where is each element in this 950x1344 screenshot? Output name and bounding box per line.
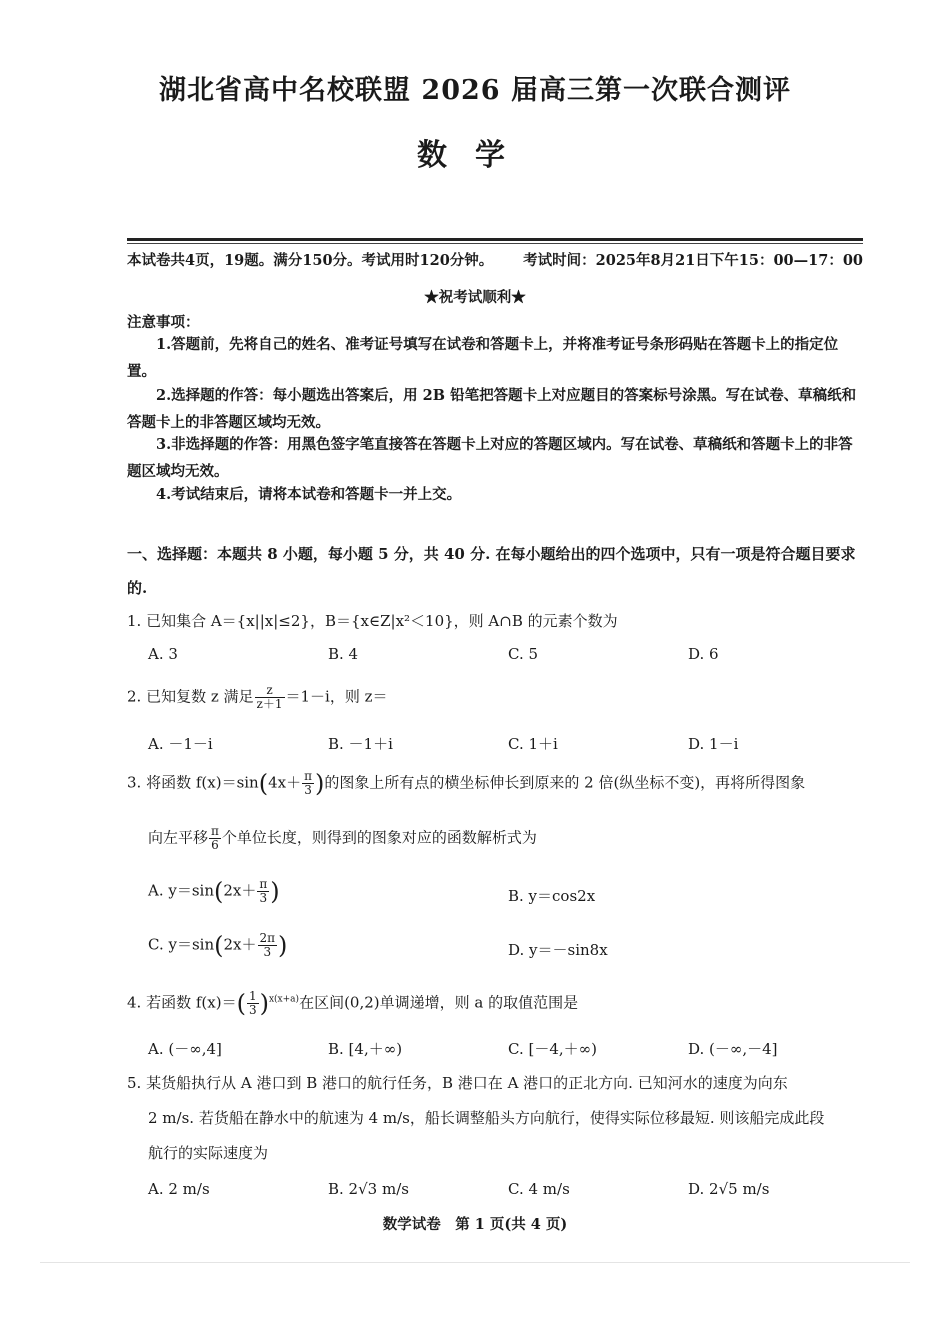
q3-option-a: A. y＝sin(2x＋ $\frac{\pi}{3}$ ) [148,877,280,906]
q3-stem-inner: 4x＋ [268,773,302,792]
q2-stem-pre: 2. 已知复数 z 满足 [127,687,254,706]
question-3-stem: 3. 将函数 f(x)＝sin(4x＋ $\frac{\pi}{3}$ )的图象上所有点的横坐标伸长到原来的 2 倍(纵坐标不变)，再将所得图象 [127,769,806,798]
header-divider-thin [127,243,863,244]
notice-heading: 注意事项： [127,314,200,331]
q3-fraction [302,770,314,797]
q3-option-b: B. y＝cos2x [508,887,596,905]
q4-base-fraction [247,990,259,1017]
q2-option-a: A. －1－i [148,735,213,753]
q4-option-b: B. [4,＋∞) [328,1040,403,1058]
q4-base-num: 1 [248,989,257,1003]
q3-opt-a-den: 3 [259,891,268,905]
bottom-divider [40,1262,910,1263]
q3-shift-fraction [209,825,221,852]
question-3-stem-line2 [148,825,537,852]
q3-shift-num: π [211,824,219,838]
section-heading: 一、选择题：本题共 8 小题，每小题 5 分，共 40 分. 在每小题给出的四个选项中，只有一项是符合题目要求的. [127,545,856,597]
q4-stem-pre: 4. 若函数 f(x)＝ [127,993,237,1012]
q3-frac-den: 3 [304,783,312,797]
q5-option-a: A. 2 m/s [148,1180,210,1198]
q3-option-d: D. y＝－sin8x [508,941,608,959]
question-1-stem: 1. 已知集合 A＝{x||x|≤2}，B＝{x∈Z|x²＜10}，则 A∩B 的元素个数为 [127,612,618,630]
q2-frac-num: z [255,684,285,698]
exam-info: 本试卷共4页，19题。满分150分。考试用时120分钟。 [127,252,494,269]
notice-item: 2.选择题的作答：每小题选出答案后，用 2B 铅笔把答题卡上对应题目的答案标号涂黑。写在试卷、草稿纸和答题卡上的非答题区域均无效。 [127,387,857,431]
q2-option-c: C. 1＋i [508,735,558,753]
header-divider [127,238,863,241]
notice-item: 4.考试结束后，请将本试卷和答题卡一并上交。 [156,486,462,503]
q3-opt-a-fraction [257,878,269,905]
question-4-stem: 4. 若函数 f(x)＝( $\frac{1}{3}$ )$^{x(x+a)}$在区间(0,2)单调递增，则 a 的取值范围是 [127,989,579,1018]
q1-option-d: D. 6 [688,645,719,663]
q4-exponent: x(x+a) [268,994,300,1005]
q3-line2-post: 个单位长度，则得到的图象对应的函数解析式为 [221,828,537,847]
question-5-stem: 5. 某货船执行从 A 港口到 B 港口的航行任务，B 港口在 A 港口的正北方向. 已知河水的速度为向东 [127,1074,788,1092]
q5-option-c: C. 4 m/s [508,1180,570,1198]
q3-stem-post: 的图象上所有点的横坐标伸长到原来的 2 倍(纵坐标不变)，再将所得图象 [324,773,806,792]
question-2-stem [127,684,388,711]
q3-opt-c-num: 2π [259,931,276,945]
q5-option-b: B. 2√3 m/s [328,1180,409,1198]
q3-opt-c-pre: C. y＝sin [148,935,215,954]
q4-option-c: C. [－4,＋∞) [508,1040,597,1058]
q5-option-d: D. 2√5 m/s [688,1180,770,1198]
q2-option-d: D. 1－i [688,735,739,753]
q2-option-b: B. －1＋i [328,735,393,753]
question-5-stem-line3: 航行的实际速度为 [148,1144,269,1162]
notice-item: 1.答题前，先将自己的姓名、准考证号填写在试卷和答题卡上，并将准考证号条形码贴在答题卡上的指定位置。 [127,336,839,380]
q3-opt-c-inner: 2x＋ [223,935,257,954]
q3-stem-pre: 3. 将函数 f(x)＝sin [127,773,259,792]
q2-fraction [255,684,285,711]
q3-opt-a-pre: A. y＝sin [148,881,214,900]
q2-stem-post: ＝1－i，则 z＝ [285,687,388,706]
q1-option-c: C. 5 [508,645,539,663]
q4-option-a: A. (－∞,4] [148,1040,222,1058]
q4-base-den: 3 [248,1003,257,1017]
q4-stem-post: 在区间(0,2)单调递增，则 a 的取值范围是 [299,993,579,1012]
exam-title: 湖北省高中名校联盟 2026 届高三第一次联合测评 [159,75,791,106]
q3-opt-c-den: 3 [263,945,272,959]
blessing-line: ★祝考试顺利★ [424,289,526,306]
q3-shift-den: 6 [211,838,219,852]
exam-subject: 数学 [417,138,533,173]
exam-time: 考试时间：2025年8月21日下午15：00—17：00 [523,252,863,269]
q4-option-d: D. (－∞,－4] [688,1040,778,1058]
q3-opt-a-num: π [259,877,268,891]
notice-item: 3.非选择题的作答：用黑色签字笔直接答在答题卡上对应的答题区域内。写在试卷、草稿纸和答题卡上的非答题区域均无效。 [127,436,853,480]
q3-line2-pre: 向左平移 [148,828,209,847]
q3-opt-a-inner: 2x＋ [223,881,257,900]
q2-frac-den: z＋1 [256,697,283,711]
q1-option-b: B. 4 [328,645,359,663]
page-footer: 数学试卷 第 1 页(共 4 页) [382,1216,568,1233]
q3-option-c: C. y＝sin(2x＋ $\frac{2\pi}{3}$ ) [148,931,288,960]
q1-option-a: A. 3 [148,645,178,663]
q3-frac-num: π [304,769,313,783]
question-5-stem-line2: 2 m/s. 若货船在静水中的航速为 4 m/s，船长调整船头方向航行，使得实际位移最短. 则该船完成此段 [148,1109,825,1127]
q3-opt-c-fraction [258,932,278,959]
